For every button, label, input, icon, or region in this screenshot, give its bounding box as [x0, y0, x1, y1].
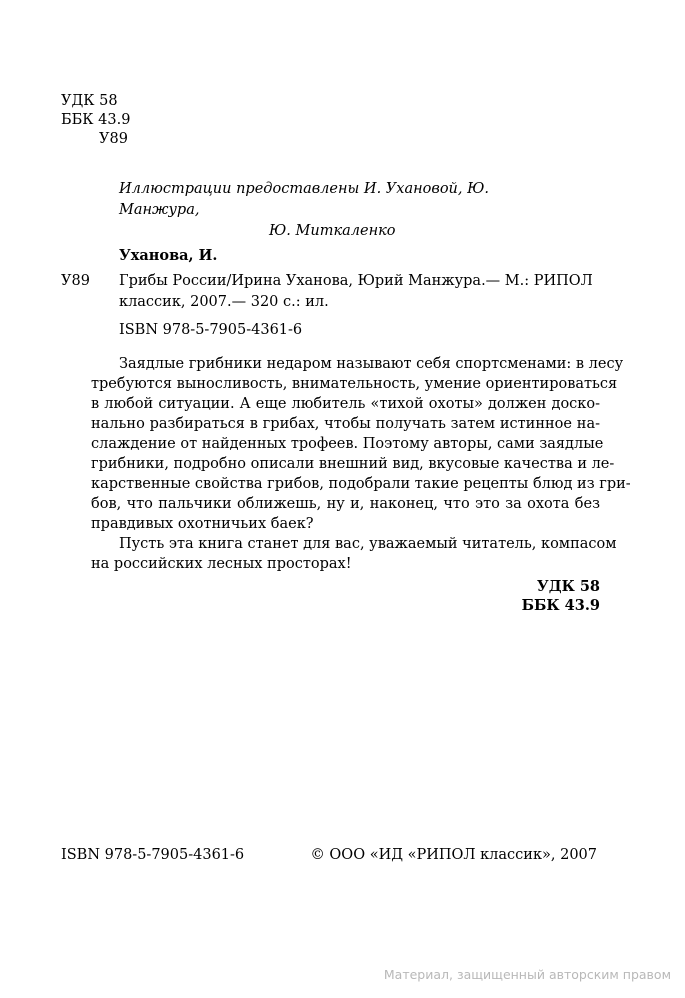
annotation-line: бов, что пальчики оближешь, ну и, наконец, что это за охота без: [91, 496, 600, 512]
author-mark: У89: [99, 131, 128, 147]
copyright-notice: © ООО «ИД «РИПОЛ классик», 2007: [310, 847, 597, 863]
annotation-line: Пусть эта книга станет для вас, уважаемый читатель, компасом: [119, 536, 617, 552]
illustrations-credit-line-2: Ю. Миткаленко: [269, 223, 396, 239]
bbk-code: ББК 43.9: [61, 112, 131, 128]
isbn-entry: ISBN 978-5-7905-4361-6: [119, 322, 303, 338]
bibliographic-line-2: классик, 2007.— 320 с.: ил.: [119, 294, 329, 310]
annotation: [91, 354, 631, 574]
annotation-line: в любой ситуации. А еще любитель «тихой охоты» должен доско-: [91, 396, 600, 412]
illustrations-credit-line-1: Иллюстрации предоставлены И. Ухановой, Ю. Манжура,: [119, 181, 490, 218]
bibliographic-line-1: Грибы России/Ирина Уханова, Юрий Манжура.— М.: РИПОЛ: [119, 273, 593, 289]
udk-code: УДК 58: [61, 93, 118, 109]
annotation-line: нально разбираться в грибах, чтобы получать затем истинное на-: [91, 416, 600, 432]
author-heading: Уханова, И.: [119, 247, 218, 264]
copyright-watermark: Материал, защищенный авторским правом: [383, 967, 671, 982]
bbk-code-bottom: ББК 43.9: [521, 597, 600, 614]
bibliographic-description: [119, 271, 599, 313]
catalog-author-mark: У89: [61, 273, 90, 289]
annotation-line: грибники, подробно описали внешний вид, вкусовые качества и ле-: [91, 456, 615, 472]
annotation-line: на российских лесных просторах!: [91, 556, 352, 572]
footer-isbn: ISBN 978-5-7905-4361-6: [61, 847, 245, 863]
annotation-line: требуются выносливость, внимательность, умение ориентироваться: [91, 376, 618, 392]
annotation-line: Заядлые грибники недаром называют себя спортсменами: в лесу: [119, 356, 624, 372]
udk-code-bottom: УДК 58: [536, 578, 600, 595]
annotation-line: слаждение от найденных трофеев. Поэтому авторы, сами заядлые: [91, 436, 604, 452]
udk-block-bottom: [522, 577, 600, 615]
udk-block-top: [61, 92, 130, 149]
annotation-line: карственные свойства грибов, подобрали такие рецепты блюд из гри-: [91, 476, 631, 492]
illustrations-credit: [119, 179, 559, 242]
annotation-line: правдивых охотничьих баек?: [91, 516, 314, 532]
